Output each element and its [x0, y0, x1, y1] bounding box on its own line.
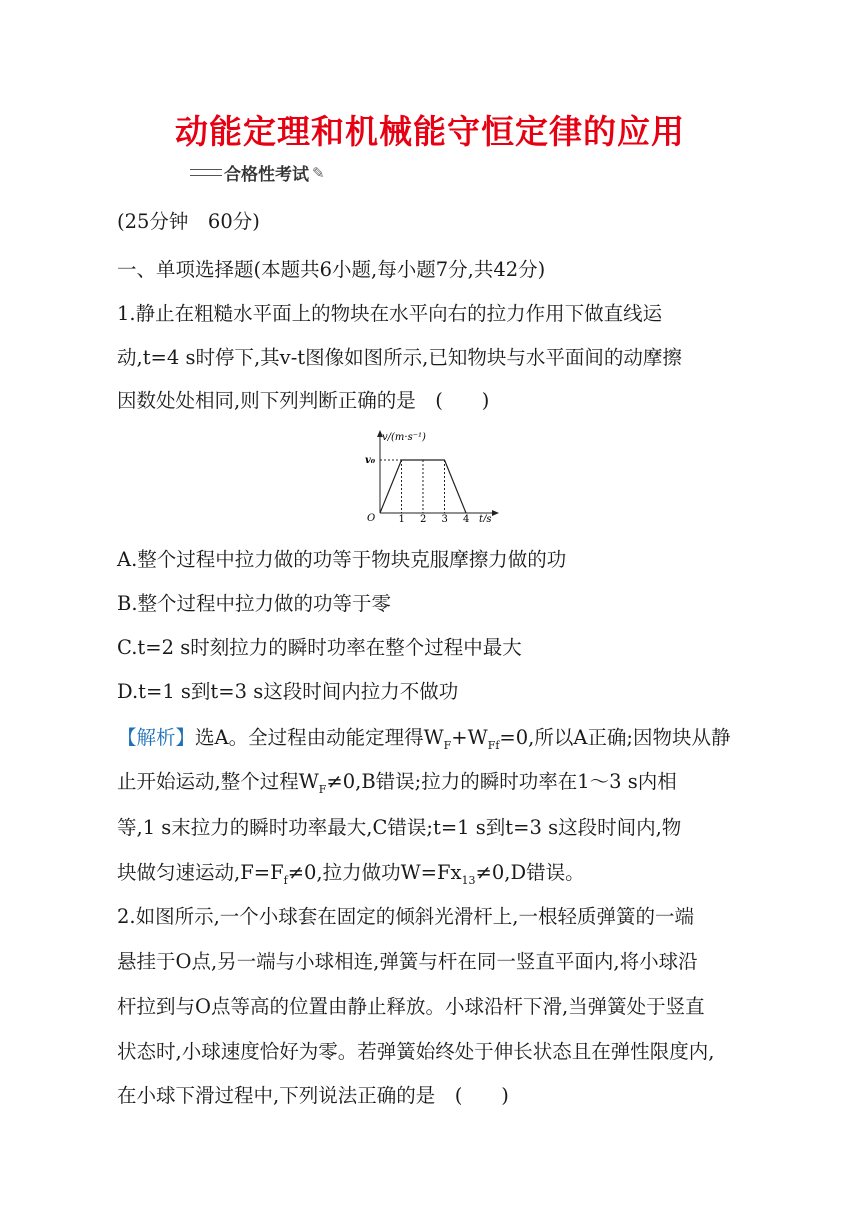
vt-graph: [362, 428, 502, 522]
analysis-text: ≠0,D错误。: [475, 861, 585, 884]
subscript: f: [283, 873, 288, 887]
q1-text-line: 动,t=4 s时停下,其v-t图像如图所示,已知物块与水平面间的动摩擦: [117, 346, 682, 369]
pencil-icon: ✎: [312, 163, 325, 182]
y-axis-label: v/(m·s⁻¹): [382, 432, 426, 443]
analysis-text: 选A。全过程由动能定理得W: [195, 726, 444, 749]
origin-label: O: [367, 513, 376, 522]
q1-option-c: C.t=2 s时刻拉力的瞬时功率在整个过程中最大: [117, 636, 522, 659]
x-axis-arrow: [492, 510, 499, 516]
x-tick-label: 3: [441, 514, 448, 522]
x-tick-label: 4: [463, 514, 470, 522]
analysis-text: ≠0,拉力做功W=Fx: [287, 861, 462, 884]
subtitle-text: 合格性考试: [224, 165, 309, 185]
q2-text-line: 杆拉到与O点等高的位置由静止释放。小球沿杆下滑,当弹簧处于竖直: [117, 995, 705, 1018]
analysis-tag: 【解析】: [117, 726, 196, 749]
analysis-text: =0,所以A正确;因物块从静: [499, 726, 731, 749]
analysis-text: 止开始运动,整个过程W: [117, 770, 319, 793]
x-tick-label: 1: [398, 514, 405, 522]
analysis-line: [117, 766, 677, 796]
document-subtitle: [190, 160, 325, 185]
time-score: (25分钟 60分): [117, 210, 260, 233]
q2-text-line: 状态时,小球速度恰好为零。若弹簧始终处于伸长状态且在弹性限度内,: [117, 1040, 715, 1063]
section-heading: 一、单项选择题(本题共6小题,每小题7分,共42分): [117, 258, 546, 281]
q2-text-line: 悬挂于O点,另一端与小球相连,弹簧与杆在同一竖直平面内,将小球沿: [117, 950, 698, 973]
x-axis-label: t/s: [479, 514, 492, 522]
q1-option-d: D.t=1 s到t=3 s这段时间内拉力不做功: [117, 680, 459, 703]
q1-option-a: A.整个过程中拉力做的功等于物块克服摩擦力做的功: [117, 548, 567, 571]
subscript: F: [318, 782, 327, 796]
subscript: 13: [461, 873, 476, 887]
subtitle-rule: [190, 169, 222, 176]
y-tick-label: v₀: [365, 455, 376, 466]
analysis-text: +W: [451, 726, 488, 749]
document-title: 动能定理和机械能守恒定律的应用: [175, 112, 685, 151]
analysis-line: [117, 722, 731, 752]
subscript: F: [443, 738, 452, 752]
analysis-text: ≠0,B错误;拉力的瞬时功率在1～3 s内相: [326, 770, 677, 793]
q1-text-line: 因数处处相同,则下列判断正确的是 ( ): [117, 389, 490, 412]
q1-option-b: B.整个过程中拉力做的功等于零: [117, 592, 392, 615]
q2-text-line: 在小球下滑过程中,下列说法正确的是 ( ): [117, 1084, 509, 1107]
x-tick-label: 2: [420, 514, 427, 522]
analysis-line: 等,1 s末拉力的瞬时功率最大,C错误;t=1 s到t=3 s这段时间内,物: [117, 816, 682, 839]
subscript: Ff: [487, 738, 500, 752]
analysis-text: 块做匀速运动,F=F: [117, 861, 284, 884]
q2-text-line: 2.如图所示,一个小球套在固定的倾斜光滑杆上,一根轻质弹簧的一端: [117, 905, 695, 928]
q1-text-line: 1.静止在粗糙水平面上的物块在水平向右的拉力作用下做直线运: [117, 302, 663, 325]
analysis-line: [117, 857, 585, 887]
